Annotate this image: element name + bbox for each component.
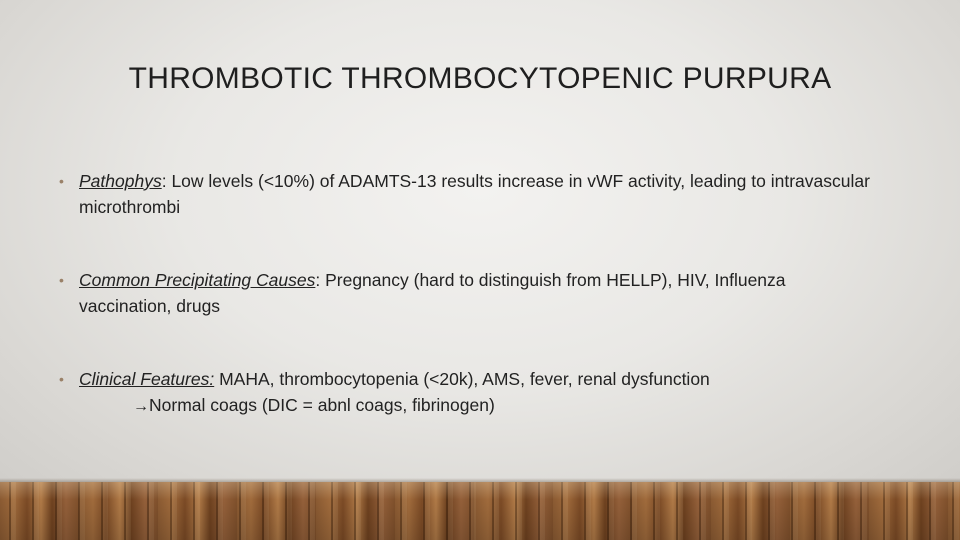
bullet-separator: : xyxy=(161,171,167,191)
bullet-dot-icon: • xyxy=(59,371,64,387)
bullet-pathophys xyxy=(58,168,878,220)
bullet-sub-line xyxy=(79,392,878,420)
bullet-text: MAHA, thrombocytopenia (<20k), AMS, fever, renal dysfunction xyxy=(214,369,710,389)
bullet-term: Pathophys xyxy=(79,171,162,191)
slide-title: THROMBOTIC THROMBOCYTOPENIC PURPURA xyxy=(128,62,832,95)
bullet-text: Low levels (<10%) of ADAMTS-13 results increase in vWF activity, leading to intravascular microthrombi xyxy=(79,171,870,217)
bullet-dot-icon: • xyxy=(59,173,64,189)
bullet-term: Common Precipitating Causes xyxy=(79,270,316,290)
bullet-text: Pregnancy (hard to distinguish from HELLP), HIV, Influenza vaccination, drugs xyxy=(79,270,786,316)
bullet-clinical-features xyxy=(58,366,878,420)
bullet-sub-text: Normal coags (DIC = abnl coags, fibrinogen) xyxy=(149,395,495,415)
wood-floor-decoration xyxy=(0,482,960,540)
bullet-term: Clinical Features: xyxy=(79,369,215,389)
bullet-list xyxy=(58,168,878,467)
right-arrow-icon: → xyxy=(133,398,149,415)
bullet-dot-icon: • xyxy=(59,272,64,288)
bullet-precipitating-causes xyxy=(58,267,878,319)
bullet-separator: : xyxy=(315,270,321,290)
